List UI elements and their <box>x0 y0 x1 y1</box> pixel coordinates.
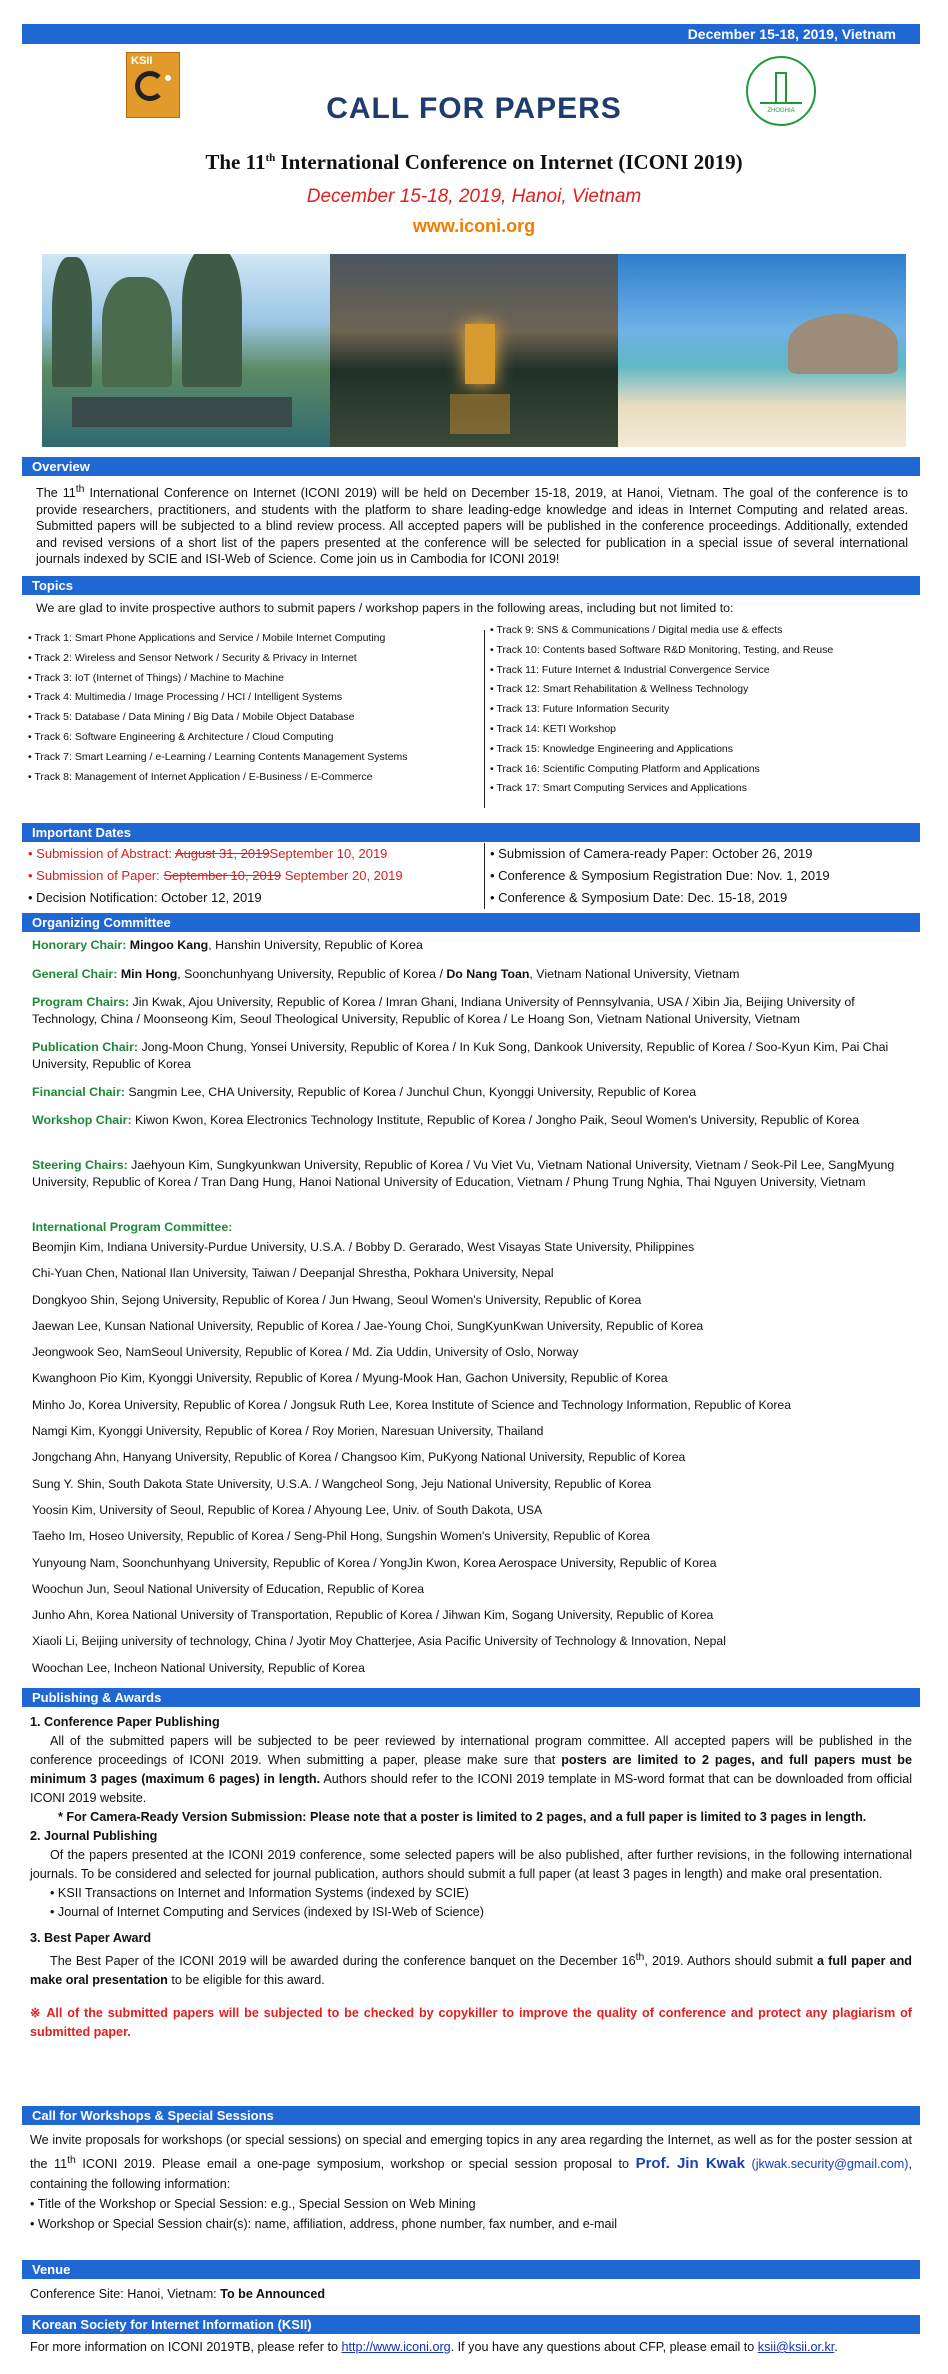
workshops-text <box>30 2130 912 2194</box>
topics-left-column <box>28 629 488 787</box>
honorary-chair <box>32 937 912 954</box>
abstract-old-date: August 31, 2019 <box>174 846 270 861</box>
camera-ready-note: * For Camera-Ready Version Submission: Please note that a poster is limited to 2 pages, and a full paper is limited to 3 pages in length. <box>58 1810 867 1824</box>
ipc-list <box>32 1234 912 1681</box>
decision-date: • Decision Notification: October 12, 2019 <box>28 890 262 905</box>
topic-track: • Track 1: Smart Phone Applications and Service / Mobile Internet Computing <box>28 632 386 644</box>
abstract-new-date: September 10, 2019 <box>269 846 388 861</box>
honorary-aff: , Hanshin University, Republic of Korea <box>208 938 423 952</box>
journal-2-text: Journal of Internet Computing and Services (indexed by ISI-Web of Science) <box>57 1905 485 1919</box>
overview-text-pre: The 11 <box>36 486 76 501</box>
footer-text <box>30 2338 912 2357</box>
conf-title-sup: th <box>265 152 276 164</box>
topic-track: • Track 10: Contents based Software R&D Monitoring, Testing, and Reuse <box>490 643 834 656</box>
conf-title-pre: The 11 <box>205 150 266 174</box>
conf-pub-a: All of the submitted papers will be subjected to be peer reviewed by international program committee. All accepted papers will be published in the conference proceedings of ICONI 2019. When submitting a paper, please make sure that <box>30 1734 912 1767</box>
topic-track: • Track 16: Scientific Computing Platform and Applications <box>490 762 760 775</box>
paper-new-date: September 20, 2019 <box>281 868 403 883</box>
ksii-email-link[interactable]: ksii@ksii.or.kr <box>757 2340 835 2354</box>
important-dates-header: Important Dates <box>22 823 920 842</box>
conf-pub-text <box>30 1732 912 1808</box>
topic-track: • Track 3: IoT (Internet of Things) / Machine to Machine <box>28 671 284 684</box>
publication-role: Publication Chair: <box>32 1040 142 1054</box>
program-role: Program Chairs: <box>32 995 133 1009</box>
workshops-header: Call for Workshops & Special Sessions <box>22 2106 920 2125</box>
iconi-link[interactable]: http://www.iconi.org <box>341 2340 451 2354</box>
conf-title-post: International Conference on Internet (ICONI 2019) <box>275 150 743 174</box>
journal-1-text: KSII Transactions on Internet and Information Systems (indexed by SCIE) <box>57 1886 469 1900</box>
workshops-b1-text: Title of the Workshop or Special Session: e.g., Special Session on Web Mining <box>37 2197 476 2212</box>
topic-track: • Track 9: SNS & Communications / Digital media use & effects <box>490 624 783 636</box>
ipc-member: Beomjin Kim, Indiana University-Purdue University, U.S.A. / Bobby D. Gerarado, West Visayas State University, Philippines <box>32 1240 695 1254</box>
overview-text <box>36 481 908 568</box>
venue-label: Conference Site: Hanoi, Vietnam: <box>30 2287 221 2301</box>
honorary-role: Honorary Chair: <box>32 938 130 952</box>
topic-track: • Track 7: Smart Learning / e-Learning / Learning Contents Management Systems <box>28 750 408 763</box>
paper-deadline: • Submission of Paper: September 10, 2019 September 20, 2019 <box>28 868 403 883</box>
camera-ready-date: • Submission of Camera-ready Paper: October 26, 2019 <box>490 846 813 861</box>
paper-label: Submission of Paper: <box>36 868 164 883</box>
banner-photos <box>42 254 906 447</box>
topics-header: Topics <box>22 576 920 595</box>
workshops-a: We invite proposals for workshops (or special sessions) on special and emerging topics in any area regarding the Internet, as well as for the poster session at the 11 <box>30 2133 912 2172</box>
topic-track: • Track 4: Multimedia / Image Processing / HCI / Intelligent Systems <box>28 691 343 704</box>
dot-icon <box>165 75 171 81</box>
journal-pub-text: Of the papers presented at the ICONI 2019 conference, some selected papers will be also published, after further revisions, in the following international journals. To be considered and selected for journal publication, authors should submit a full paper (at least 3 pages in length) and make oral presentation. <box>30 1848 912 1881</box>
registration-date: • Conference & Symposium Registration Due: Nov. 1, 2019 <box>490 868 830 883</box>
workshop-text: Kiwon Kwon, Korea Electronics Technology Institute, Republic of Korea / Jongho Paik, Seoul Women's University, Republic of Korea <box>135 1113 860 1127</box>
ipc-member: Taeho Im, Hoseo University, Republic of Korea / Seng-Phil Hong, Sungshin Women's University, Republic of Korea <box>32 1529 651 1544</box>
footer-b: . If you have any questions about CFP, please email to <box>450 2340 758 2354</box>
workshops-bullet-2: • Workshop or Special Session chair(s): name, affiliation, address, phone number, fax number, and e-mail <box>30 2217 618 2232</box>
topics-intro: We are glad to invite prospective authors to submit papers / workshop papers in the following areas, including but not limited to: <box>36 601 734 615</box>
topic-track: • Track 2: Wireless and Sensor Network / Security & Privacy in Internet <box>28 651 357 664</box>
workshops-c: , containing the following information: <box>30 2157 912 2192</box>
best-paper-sup: th <box>635 1951 645 1963</box>
conference-website[interactable]: www.iconi.org <box>412 216 536 236</box>
topic-track: • Track 15: Knowledge Engineering and Applications <box>490 742 734 755</box>
abstract-deadline: • Submission of Abstract: August 31, 2019September 10, 2019 <box>28 846 388 861</box>
ipc-member: Namgi Kim, Kyonggi University, Republic of Korea / Roy Morien, Naresuan University, Thailand <box>32 1424 544 1439</box>
ipc-member: Chi-Yuan Chen, National Ilan University, Taiwan / Deepanjal Shrestha, Pokhara University, Nepal <box>32 1266 554 1281</box>
topic-track: • Track 8: Management of Internet Application / E-Business / E-Commerce <box>28 770 373 783</box>
conference-title <box>0 150 948 175</box>
honorary-name: Mingoo Kang <box>129 938 209 952</box>
best-paper-text <box>30 1948 912 1990</box>
topic-track: • Track 17: Smart Computing Services and Applications <box>490 782 747 795</box>
beach-photo <box>618 254 906 447</box>
ipc-member: Jeongwook Seo, NamSeoul University, Republic of Korea / Md. Zia Uddin, University of Oslo, Norway <box>32 1345 579 1360</box>
date-text: December 15-18, 2019, <box>306 186 507 207</box>
venue-text <box>30 2285 912 2304</box>
overview-text-sup: th <box>75 483 85 495</box>
best-paper-c: a full paper and make oral presentation <box>30 1954 912 1988</box>
general-chair <box>32 966 912 983</box>
conf-pub-heading: 1. Conference Paper Publishing <box>30 1715 220 1729</box>
journal-pub-heading: 2. Journal Publishing <box>30 1829 158 1843</box>
conf-pub-c: Authors should refer to the ICONI 2019 template in MS-word format that can be downloaded from official ICONI 2019 website. <box>30 1772 913 1805</box>
financial-text: Sangmin Lee, CHA University, Republic of Korea / Junchul Chun, Kyonggi University, Republic of Korea <box>128 1085 697 1099</box>
best-paper-a: The Best Paper of the ICONI 2019 will be awarded during the conference banquet on the December 16 <box>50 1954 636 1969</box>
dates-divider <box>484 843 485 909</box>
copykiller-warning: ※ All of the submitted papers will be subjected to be checked by copykiller to improve the quality of conference and protect any plagiarism of submitted paper. <box>30 2006 912 2040</box>
overview-header: Overview <box>22 457 920 476</box>
steering-text: Jaehyoun Kim, Sungkyunkwan University, Republic of Korea / Vu Viet Vu, Vietnam National University, Vietnam / Seok-Pil Lee, SangMyung University, Republic of Korea / Tran Dang Hung, Hanoi National University of Education, Vietnam / Phung Trung Nghia, Thai Nguyen University, Vietnam <box>32 1158 895 1189</box>
topics-divider <box>484 630 485 808</box>
financial-role: Financial Chair: <box>32 1085 129 1099</box>
ipc-member: Yoosin Kim, University of Seoul, Republic of Korea / Ahyoung Lee, Univ. of South Dakota, USA <box>32 1502 543 1517</box>
ipc-member: Yunyoung Nam, Soonchunhyang University, Republic of Korea / YongJin Kwon, Korea Aerospace University, Republic of Korea <box>32 1555 717 1570</box>
topic-track: • Track 11: Future Internet & Industrial Convergence Service <box>490 663 770 676</box>
publication-text: Jong-Moon Chung, Yonsei University, Republic of Korea / In Kuk Song, Dankook University, Republic of Korea / Soo-Kyun Kim, Pai Chai University, Republic of Korea <box>32 1040 889 1071</box>
topic-track: • Track 5: Database / Data Mining / Big Data / Mobile Object Database <box>28 711 355 724</box>
ipc-role: International Program Committee: <box>32 1220 233 1234</box>
hoan-kiem-lake-photo <box>330 254 618 447</box>
financial-chair <box>32 1084 912 1101</box>
workshops-b: ICONI 2019. Please email a one-page symposium, workshop or special session proposal to <box>75 2157 636 2172</box>
general-name-2: Do Nang Toan <box>446 967 530 981</box>
topic-track: • Track 13: Future Information Security <box>490 703 670 716</box>
general-role: General Chair: <box>32 967 121 981</box>
conference-date-location <box>0 186 948 208</box>
host-logo-text: ZHOGHIA <box>767 108 795 114</box>
ipc-member: Woochan Lee, Incheon National University, Republic of Korea <box>32 1660 365 1675</box>
ipc-member: Woochun Jun, Seoul National University of Education, Republic of Korea <box>32 1581 425 1596</box>
halong-bay-photo <box>42 254 330 447</box>
workshops-contact-name: Prof. Jin Kwak <box>635 2155 746 2173</box>
dates-right <box>490 843 910 909</box>
best-paper-d: to be eligible for this award. <box>167 1973 325 1988</box>
ksii-logo-text: KSII <box>131 55 153 67</box>
ipc-member: Kwanghoon Pio Kim, Kyonggi University, Republic of Korea / Myung-Mook Han, Gachon University, Republic of Korea <box>32 1371 668 1386</box>
organizing-committee-header: Organizing Committee <box>22 913 920 932</box>
overview-text-post: International Conference on Internet (ICONI 2019) will be held on December 15-18, 2019, at Hanoi, Vietnam. The goal of the conference is to provide researchers, practitioners, and students with the platform to share leading-edge knowledge and ideas in Internet Computing and related areas. Submitted papers will be subjected to a blind review process. All accepted papers will be published in the conference proceedings. Additionally, extended and revised versions of a short list of the papers presented at the conference will be selected for publication in a special issue of several international journals indexed by SCIE and ISI-Web of Science. Come join us in Cambodia for ICONI 2019! <box>36 486 908 567</box>
ipc-member: Jaewan Lee, Kunsan National University, Republic of Korea / Jae-Young Choi, SungKyunKwan University, Republic of Korea <box>32 1318 704 1333</box>
topic-track: • Track 12: Smart Rehabilitation & Wellness Technology <box>490 683 749 696</box>
topic-track: • Track 14: KETI Workshop <box>490 722 617 735</box>
general-aff-2: , Vietnam National University, Vietnam <box>529 967 740 981</box>
registration-text: Conference & Symposium Registration Due: Nov. 1, 2019 <box>498 868 830 883</box>
topic-track: • Track 6: Software Engineering & Architecture / Cloud Computing <box>28 730 334 743</box>
publishing-section <box>30 1713 912 2042</box>
journal-2: • Journal of Internet Computing and Services (indexed by ISI-Web of Science) <box>50 1905 485 1919</box>
best-paper-heading: 3. Best Paper Award <box>30 1931 152 1945</box>
location-text: Hanoi, Vietnam <box>506 186 642 207</box>
ipc-member: Jongchang Ahn, Hanyang University, Republic of Korea / Changsoo Kim, PuKyong National University, Republic of Korea <box>32 1450 686 1465</box>
footer-a: For more information on ICONI 2019TB, please refer to <box>30 2340 342 2354</box>
publishing-awards-header: Publishing & Awards <box>22 1688 920 1707</box>
program-chairs <box>32 994 912 1028</box>
general-name-1: Min Hong <box>120 967 178 981</box>
general-aff-1: , Soonchunhyang University, Republic of Korea / <box>177 967 447 981</box>
ipc-member: Dongkyoo Shin, Sejong University, Republic of Korea / Jun Hwang, Seoul Women's University, Republic of Korea <box>32 1292 642 1307</box>
workshops-sup: th <box>67 2154 76 2166</box>
publication-chair <box>32 1039 912 1073</box>
ipc-member: Junho Ahn, Korea National University of Transportation, Republic of Korea / Jihwan Kim, Sogang University, Republic of Korea <box>32 1608 714 1623</box>
call-for-papers-title: CALL FOR PAPERS <box>326 92 622 125</box>
conf-pub-b: posters are limited to 2 pages, and full papers must be minimum 3 pages (maximum 6 pages) in length. <box>30 1753 913 1786</box>
paper-old-date: September 10, 2019 <box>163 868 282 883</box>
ipc-member: Xiaoli Li, Beijing university of technology, China / Jyotir Moy Chatterjee, Asia Pacific University of Technology & Innovation, Nepal <box>32 1634 726 1649</box>
abstract-label: Submission of Abstract: <box>36 846 175 861</box>
venue-header: Venue <box>22 2260 920 2279</box>
symposium-date: • Conference & Symposium Date: Dec. 15-18, 2019 <box>490 890 788 905</box>
venue-value: To be Announced <box>220 2287 326 2301</box>
steering-role: Steering Chairs: <box>32 1158 132 1172</box>
ksii-header: Korean Society for Internet Information (KSII) <box>22 2315 920 2334</box>
ipc-member: Sung Y. Shin, South Dakota State University, U.S.A. / Wangcheol Song, Jeju National University, Republic of Korea <box>32 1476 652 1491</box>
steering-chairs <box>32 1157 912 1191</box>
journal-1: • KSII Transactions on Internet and Information Systems (indexed by SCIE) <box>50 1886 469 1900</box>
best-paper-b: , 2019. Authors should submit <box>644 1954 818 1969</box>
workshops-bullet-1: • Title of the Workshop or Special Session: e.g., Special Session on Web Mining <box>30 2197 476 2212</box>
workshop-chair <box>32 1112 912 1129</box>
workshops-email[interactable]: (jkwak.security@gmail.com) <box>751 2157 909 2172</box>
workshops-section <box>30 2130 912 2234</box>
topics-right-column <box>490 621 910 799</box>
workshops-b2-text: Workshop or Special Session chair(s): name, affiliation, address, phone number, fax number, and e-mail <box>37 2217 618 2232</box>
workshop-role: Workshop Chair: <box>32 1113 136 1127</box>
footer-c: . <box>834 2340 838 2354</box>
camera-text: Submission of Camera-ready Paper: October 26, 2019 <box>498 846 813 861</box>
ipc-member: Minho Jo, Korea University, Republic of Korea / Jongsuk Ruth Lee, Korea Institute of Science and Technology Information, Republic of Korea <box>32 1397 791 1412</box>
top-date-bar: December 15-18, 2019, Vietnam <box>22 24 920 44</box>
decision-text: Decision Notification: October 12, 2019 <box>36 890 262 905</box>
symposium-text: Conference & Symposium Date: Dec. 15-18, 2019 <box>498 890 788 905</box>
dates-left <box>28 843 478 909</box>
program-text: Jin Kwak, Ajou University, Republic of Korea / Imran Ghani, Indiana University of Pennsylvania, USA / Xibin Jia, Beijing University of Technology, China / Moonseong Kim, Seoul Theological University, Republic of Korea / Le Hoang Son, Vietnam National University, Vietnam <box>32 995 855 1026</box>
